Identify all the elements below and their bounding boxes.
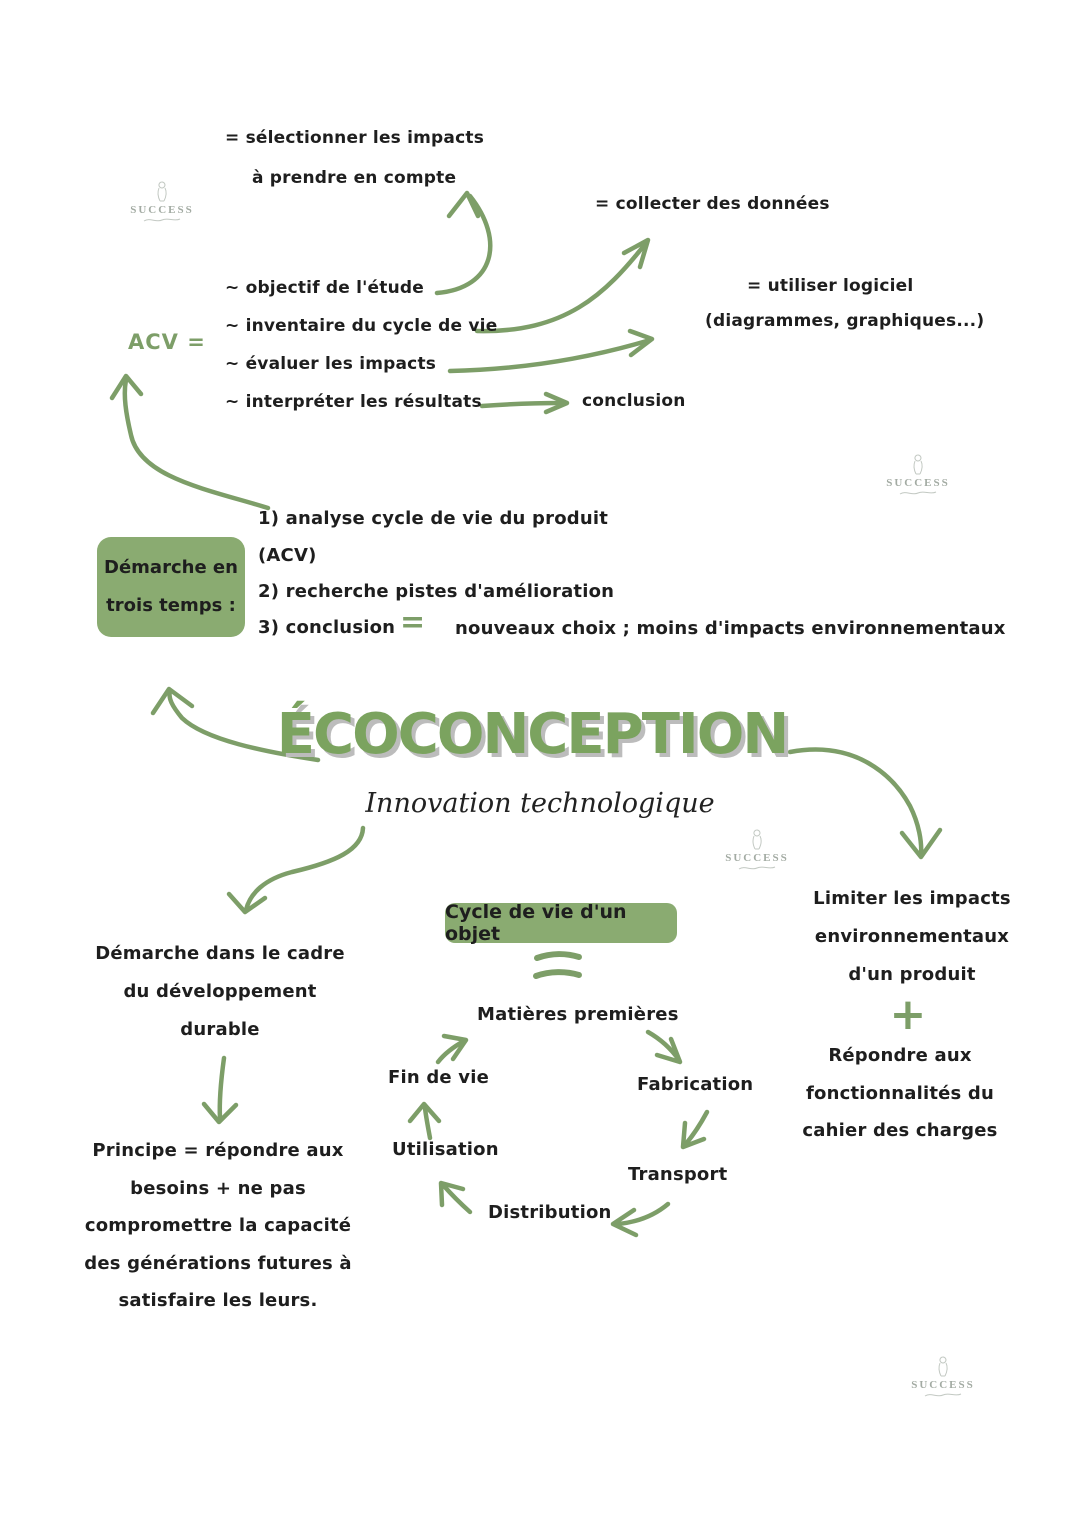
cycle-stage-distribution: Distribution: [488, 1202, 612, 1223]
left-branch-line-1: Démarche dans le cadre: [95, 943, 345, 964]
acv-label: ACV =: [128, 330, 206, 354]
watermark-squiggle: [737, 864, 777, 872]
arrow-evaluer-to-logiciel: [450, 340, 650, 371]
step-3: 3) conclusion: [258, 617, 396, 638]
watermark-label: SUCCESS: [725, 852, 789, 864]
arrow-utilisation-to-findevie: [425, 1108, 430, 1138]
right-branch-line-1: Limiter les impacts: [813, 888, 1011, 909]
arrowhead: [444, 1036, 466, 1059]
right-branch2-line-2: fonctionnalités du: [805, 1083, 995, 1104]
arrowhead: [657, 1039, 680, 1062]
left-branch-line-3: durable: [180, 1019, 260, 1040]
equals-sign: =: [400, 605, 426, 640]
steps-box: [97, 537, 245, 637]
acv-item-evaluer: ~ évaluer les impacts: [225, 354, 437, 374]
software-note-line-2: (diagrammes, graphiques...): [705, 311, 985, 331]
conclusion-label: conclusion: [582, 391, 686, 411]
collect-data-note: = collecter des données: [595, 194, 830, 214]
success-watermark: [898, 1355, 988, 1399]
cycle-equals-stroke-top: [537, 954, 579, 958]
arrowhead: [546, 394, 567, 412]
cycle-equals-stroke-bottom: [536, 972, 579, 976]
right-branch2-line-3: cahier des charges: [802, 1120, 998, 1141]
step-1-line-2: (ACV): [258, 545, 317, 566]
arrow-inventaire-to-collecter: [477, 243, 646, 331]
acv-item-objectif: ~ objectif de l'étude: [225, 278, 425, 298]
step-1-line-1: 1) analyse cycle de vie du produit: [258, 508, 609, 529]
cycle-stage-fabrication: Fabrication: [637, 1074, 754, 1095]
right-branch-line-2: environnementaux: [814, 926, 1010, 947]
cycle-stage-matieres: Matières premières: [477, 1004, 679, 1025]
principle-line-1: Principe = répondre aux: [92, 1140, 344, 1161]
watermark-label: SUCCESS: [911, 1379, 975, 1391]
success-watermark: [712, 828, 802, 872]
arrowhead: [630, 331, 652, 355]
steps-box-line-1: Démarche en: [104, 557, 238, 578]
steps-box-line-2: trois temps :: [106, 595, 236, 616]
cycle-stage-utilisation: Utilisation: [392, 1139, 499, 1160]
acv-definition-line-1: = sélectionner les impacts: [225, 128, 485, 148]
arrowhead: [410, 1104, 439, 1121]
watermark-label: SUCCESS: [130, 204, 194, 216]
arrow-transport-to-distribution: [618, 1204, 668, 1224]
arrowhead: [902, 830, 940, 857]
page-title: ÉCOCONCEPTION: [276, 702, 788, 767]
watermark-squiggle: [923, 1391, 963, 1399]
right-branch2-line-1: Répondre aux: [828, 1045, 972, 1066]
software-note-line-1: = utiliser logiciel: [747, 276, 914, 296]
arrow-title-to-right-branch: [790, 750, 921, 855]
success-watermark: [117, 180, 207, 224]
arrow-interpreter-to-conclusion: [482, 403, 560, 406]
arrow-fabrication-to-transport: [684, 1112, 707, 1146]
principle-line-3: compromettre la capacité: [84, 1215, 352, 1236]
arrowhead: [441, 1183, 463, 1205]
arrow-title-to-left-branch: [246, 828, 363, 910]
arrow-objectif-to-selectionner: [437, 196, 490, 293]
figure-icon: [908, 453, 928, 477]
arrowhead: [229, 894, 265, 912]
acv-item-inventaire: ~ inventaire du cycle de vie: [225, 316, 498, 336]
cycle-stage-transport: Transport: [628, 1164, 728, 1185]
figure-icon: [933, 1355, 953, 1379]
figure-icon: [152, 180, 172, 204]
arrowhead: [204, 1104, 236, 1122]
arrow-distribution-to-utilisation: [444, 1186, 470, 1212]
figure-icon: [747, 828, 767, 852]
arrowhead: [449, 193, 478, 216]
arrow-matieres-to-fabrication: [648, 1032, 679, 1060]
arrowhead: [112, 376, 141, 398]
page-subtitle: Innovation technologique: [365, 788, 715, 819]
acv-item-interpreter: ~ interpréter les résultats: [225, 392, 482, 412]
principle-line-4: des générations futures à: [84, 1253, 352, 1274]
step-3-result: nouveaux choix ; moins d'impacts environnementaux: [455, 618, 1006, 639]
plus-sign: +: [889, 989, 927, 1040]
right-branch-line-3: d'un produit: [848, 964, 976, 985]
watermark-label: SUCCESS: [886, 477, 950, 489]
cycle-stage-findevie: Fin de vie: [388, 1067, 490, 1088]
cycle-box: Cycle de vie d'un objet: [445, 903, 677, 943]
principle-line-5: satisfaire les leurs.: [118, 1290, 318, 1311]
arrowhead: [624, 240, 648, 267]
success-watermark: [873, 453, 963, 497]
arrow-findevie-to-matieres: [438, 1041, 464, 1062]
arrowhead: [683, 1123, 704, 1147]
principle-line-2: besoins + ne pas: [130, 1178, 306, 1199]
arrowhead: [153, 689, 192, 713]
acv-definition-line-2: à prendre en compte: [252, 168, 457, 188]
arrowhead: [613, 1210, 636, 1235]
arrow-durable-to-principe: [220, 1058, 224, 1118]
left-branch-line-2: du développement: [123, 981, 317, 1002]
step-2: 2) recherche pistes d'amélioration: [258, 581, 615, 602]
watermark-squiggle: [898, 489, 938, 497]
watermark-squiggle: [142, 216, 182, 224]
